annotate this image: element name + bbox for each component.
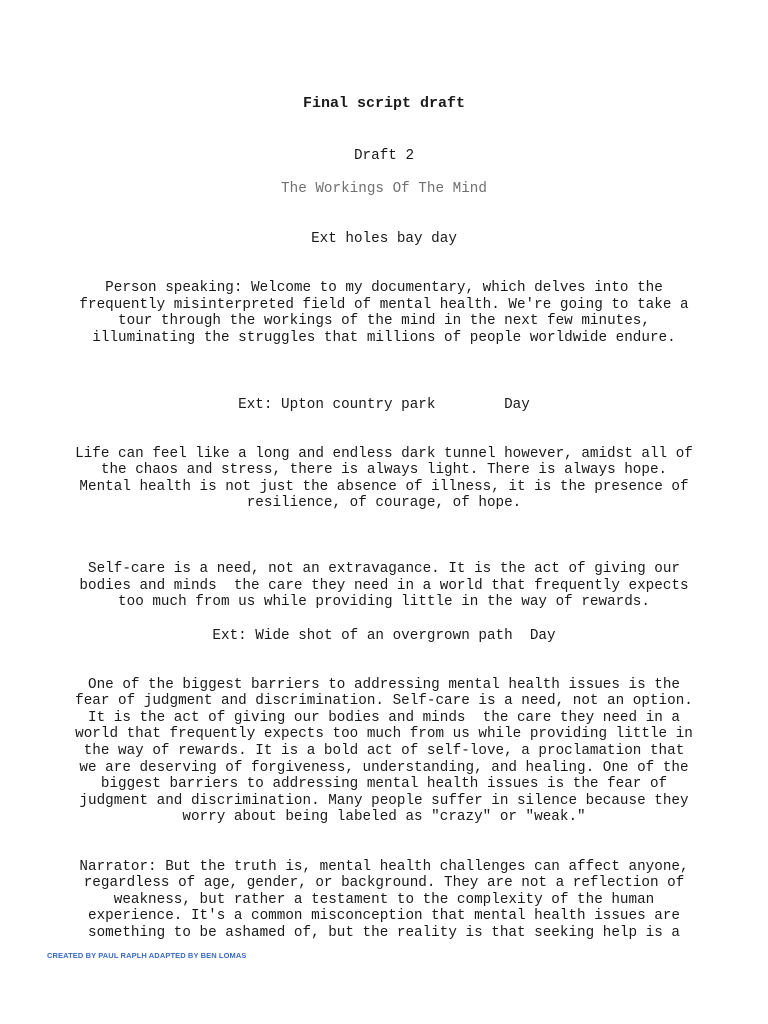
paragraph-line: Narrator: But the truth is, mental health challenges can affect anyone, bbox=[79, 859, 689, 875]
paragraph-line: world that frequently expects too much from us while providing little in bbox=[75, 726, 693, 742]
paragraph-line: Person speaking: Welcome to my documentary, which delves into the bbox=[105, 280, 663, 296]
paragraph-line: resilience, of courage, of hope. bbox=[246, 495, 522, 511]
document-subtitle: The Workings Of The Mind bbox=[281, 181, 487, 197]
paragraph-line: too much from us while providing little in the way of rewards. bbox=[118, 594, 650, 610]
paragraph-line: judgment and discrimination. Many people suffer in silence because they bbox=[79, 793, 689, 809]
paragraph-line: regardless of age, gender, or background. They are not a reflection of bbox=[83, 875, 685, 891]
paragraph-line: worry about being labeled as "crazy" or "weak." bbox=[182, 809, 586, 825]
scene-heading: Ext: Upton country park Day bbox=[238, 397, 530, 413]
document-title: Final script draft bbox=[302, 95, 466, 112]
credits-footer: CREATED BY PAUL RAPLH ADAPTED BY BEN LOMAS bbox=[47, 951, 247, 960]
paragraph-line: weakness, but rather a testament to the complexity of the human bbox=[113, 892, 655, 908]
paragraph-line: Self-care is a need, not an extravagance. It is the act of giving our bbox=[88, 561, 680, 577]
paragraph-line: One of the biggest barriers to addressing mental health issues is the bbox=[88, 677, 680, 693]
paragraph-line: tour through the workings of the mind in the next few minutes, bbox=[118, 313, 650, 329]
paragraph-line: illuminating the struggles that millions of people worldwide endure. bbox=[92, 330, 676, 346]
scene-heading: Ext holes bay day bbox=[311, 231, 457, 247]
paragraph-line: the way of rewards. It is a bold act of self-love, a proclamation that bbox=[83, 743, 685, 759]
paragraph-line: bodies and minds the care they need in a world that frequently expects bbox=[79, 578, 689, 594]
paragraph-line: It is the act of giving our bodies and minds the care they need in a bbox=[88, 710, 680, 726]
paragraph-line: the chaos and stress, there is always light. There is always hope. bbox=[100, 462, 668, 478]
paragraph-line: something to be ashamed of, but the reality is that seeking help is a bbox=[88, 925, 680, 941]
paragraph-line: Mental health is not just the absence of illness, it is the presence of bbox=[79, 479, 689, 495]
paragraph-line: frequently misinterpreted field of mental health. We're going to take a bbox=[79, 297, 689, 313]
paragraph-line: Life can feel like a long and endless dark tunnel however, amidst all of bbox=[75, 446, 693, 462]
scene-heading: Ext: Wide shot of an overgrown path Day bbox=[212, 628, 556, 644]
paragraph-line: biggest barriers to addressing mental health issues is the fear of bbox=[100, 776, 668, 792]
paragraph-line: we are deserving of forgiveness, understanding, and healing. One of the bbox=[79, 760, 689, 776]
paragraph-line: experience. It's a common misconception that mental health issues are bbox=[88, 908, 680, 924]
paragraph-line: fear of judgment and discrimination. Self-care is a need, not an option. bbox=[75, 693, 693, 709]
draft-number: Draft 2 bbox=[353, 148, 415, 164]
